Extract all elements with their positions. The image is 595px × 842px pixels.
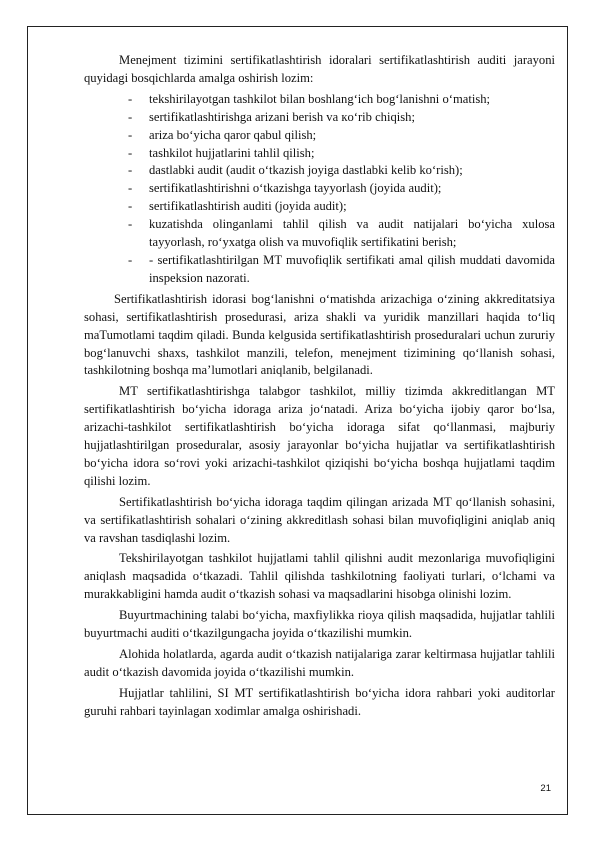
list-item: - dastlabki audit (audit o‘tkazish joyiga dastlabki kelib ko‘rish); [128, 163, 463, 178]
body-paragraph: MT sertifikatlashtirishga talabgor tashkilot, milliy tizimda akkreditlangan MT sertifikatlashtirish bo‘yicha idoraga ariza jo‘natadi. Ariza bo‘yicha ijobiy qaror bo‘lsa, arizachi-tashkilot sertifikatlashtirish bo‘yicha idoraga sifat qo‘llanmasi, majburiy hujjatlashtirilgan proseduralar, asosiy jarayonlar bo‘yicha hujjatlar va sertifikatlashtirish bo‘yicha idora so‘rovi yoki arizachi-tashkilot qiziqishi bo‘yicha boshqa hujjatlami taqdim qilishi lozim. [84, 384, 555, 488]
list-item: - tashkilot hujjatlarini tahlil qilish; [128, 145, 315, 160]
list-item: - tekshirilayotgan tashkilot bilan boshlang‘ich bog‘lanishni o‘matish; [128, 91, 491, 106]
body-paragraph: Hujjatlar tahlilini, SI MT sertifikatlashtirish bo‘yicha idora rahbari yoki auditorlar guruhi rahbari tayinlagan xodimlar amalga oshirishadi. [84, 685, 555, 718]
list-item: - kuzatishda olinganlami tahlil qilish va audit natijalari bo‘yicha xulosa tayyorlash, ro‘yxatga olish va muvofiqlik sertifikatini berish; [128, 217, 555, 250]
list-item: - sertifikatlashtirishga arizani berish va кo‘rib chiqish; [128, 109, 415, 124]
intro-paragraph: Menejment tizimini sertifikatlashtirish idoralari sertifikatlashtirish auditi jarayoni quyidagi bosqichlarda amalga oshirish lozim: [84, 53, 555, 85]
audit-stages-list [84, 91, 555, 288]
body-paragraph: Alohida holatlarda, agarda audit o‘tkazish natijalariga zarar keltirmasa hujjatlar tahlili audit o‘tkazish davomida joyida o‘tkazilishi mumkin. [84, 647, 555, 679]
body-paragraph: Buyurtmachining talabi bo‘yicha, maxfiylikka rioya qilish maqsadida, hujjatlar tahlili buyurtmachi auditi o‘tkazilgungacha joyida o‘tkazilishi mumkin. [84, 608, 555, 641]
body-paragraph: Sertifikatlashtirish idorasi bog‘lanishni o‘matishda arizachiga o‘zining akkreditatsiya sohasi, sertifikatlashtirish prosedurasi, ariza shakli va yuridik manzillari haqida to‘liq maTumotlami taqdim qiladi. Bunda kelgusida sertifikatlashtirish proseduralari uchun zururiy bog‘lanuvchi shaxs, tashkilot manzili, telefon, menejment tizimining qo‘llanish sohasi, tashkilotning boshqa ma’lumotlari aniqlanib, belgilanadi. [84, 291, 555, 378]
page-number: 21 [540, 783, 551, 794]
list-item: - sertifikatlashtirishni o‘tkazishga tayyorlash (joyida audit); [128, 181, 442, 196]
list-item: - - sertifikatlashtirilgan MT muvofiqlik sertifikati amal qilish muddati davomida inspeksion nazorati. [128, 252, 555, 285]
list-item: - sertifikatlashtirish auditi (joyida audit); [128, 199, 347, 214]
document-body [84, 52, 555, 724]
body-paragraph: Tekshirilayotgan tashkilot hujjatlami tahlil qilishni audit mezonlariga muvofiqligini aniqlash maqsadida o‘tkazadi. Tahlil qilishda tashkilotning faoliyati turlari, o‘lchami va murakkabligini hamda audit o‘tkazish sohasi va maqsadlarini hisobga olinishi lozim. [84, 551, 555, 602]
list-item: - ariza bo‘yicha qaror qabul qilish; [128, 127, 317, 142]
body-paragraph: Sertifikatlashtirish bo‘yicha idoraga taqdim qilingan arizada MT qo‘llanish sohasini, va sertifikatlashtirish sohalari o‘zining akkreditlash sohasi bilan muvofiqligini aniqlab aniq va ravshan tasdiqlashi lozim. [84, 494, 555, 545]
